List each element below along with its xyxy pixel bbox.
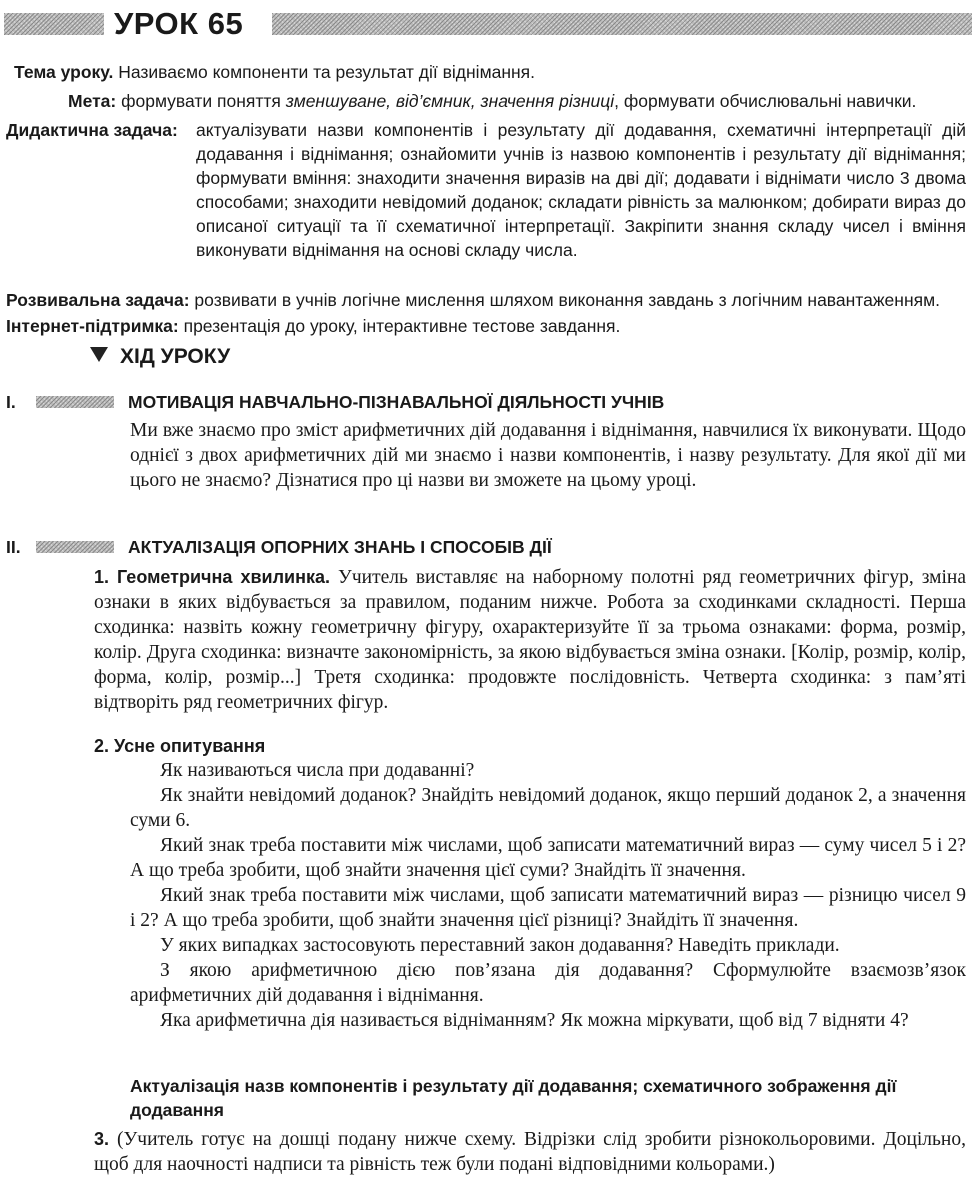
question-item: Який знак треба поставити між числами, щоб записати математичний вираз — різницю чисел 9 і 2? А що треба зробити, щоб знайти значення цієї різниці? Знайдіть її значення. (130, 885, 966, 931)
internet-label: Інтернет-підтримка: (6, 316, 179, 336)
didactic-text: актуалізувати назви компонентів і результату дії додавання, схематичні інтерпретації дій додавання і віднімання; ознайомити учнів із назвою компонентів і результату дії віднімання; формувати вміння: знаходити значення виразів на дві дії; додавати і віднімати число 3 двома способами; знаходити невідомий доданок; складати рівність за малюнком; добирати вираз до описаної ситуації та її схематичної інтерпретації. Закріпити знання складу чисел і вміння виконувати віднімання на основі складу числа. (196, 120, 966, 260)
section1-decoration (36, 396, 114, 408)
section2-title: АКТУАЛІЗАЦІЯ ОПОРНИХ ЗНАНЬ І СПОСОБІВ ДІЇ (128, 537, 552, 557)
lesson-title-bar (4, 6, 972, 42)
title-decoration-right (272, 13, 972, 35)
item2-number: 2. (94, 736, 110, 756)
goal-text-post: , формувати обчислювальні навички. (614, 91, 917, 111)
triangle-down-icon (90, 347, 108, 362)
item1 (94, 565, 966, 715)
item2-questions (130, 758, 966, 1033)
item1-number: 1. (94, 567, 110, 587)
lesson-title: УРОК 65 (114, 6, 244, 41)
developmental-row (6, 288, 971, 312)
question-item: З якою арифметичною дією пов’язана дія додавання? Сформулюйте взаємозв’язок арифметичних дій додавання і віднімання. (130, 960, 966, 1006)
question-item: Яка арифметична дія називається відніманням? Як можна міркувати, щоб від 7 відняти 4? (160, 1010, 909, 1031)
section1-number: I. (6, 392, 16, 412)
section2-heading (6, 537, 966, 559)
topic-label: Тема уроку. (14, 62, 114, 82)
item1-text: Учитель виставляє на наборному полотні ряд геометричних фігур, зміна ознаки в яких відбувається за правилом, поданим нижче. Робота за сходинками складності. Перша сходинка: назвіть кожну геометричну фігуру, охарактеризуйте її за трьома ознаками: форма, розмір, колір. Друга сходинка: визначте закономірність, за якою відбувається зміна ознаки. [Колір, розмір, колір, форма, колір, розмір...] Третя сходинка: продовжте послідовність. Четверта сходинка: з пам’яті відтворіть ряд геометричних фігур. (94, 567, 967, 713)
course-heading-text: ХІД УРОКУ (120, 345, 231, 368)
section2-decoration (36, 541, 114, 553)
item3 (94, 1127, 966, 1177)
goal-row (68, 89, 916, 113)
course-heading (90, 345, 230, 369)
goal-label: Мета: (68, 91, 117, 111)
section1-title: МОТИВАЦІЯ НАВЧАЛЬНО-ПІЗНАВАЛЬНОЇ ДІЯЛЬНОСТІ УЧНІВ (128, 392, 665, 412)
actualization-subheading: Актуалізація назв компонентів і результату дії додавання; схематичного зображення дії додавання (130, 1076, 897, 1120)
internet-text: презентація до уроку, інтерактивне тестове завдання. (183, 316, 621, 336)
section1-heading (6, 392, 966, 414)
topic-row (14, 60, 535, 84)
developmental-text: розвивати в учнів логічне мислення шляхом виконання завдань з логічним навантаженням. (194, 290, 940, 310)
goal-text-pre: формувати поняття (121, 91, 286, 111)
item2-title: Усне опитування (114, 736, 266, 756)
item3-number: 3. (94, 1129, 110, 1149)
didactic-label-row (6, 118, 178, 142)
item1-bold-title: Геометрична хвилинка. (117, 567, 331, 587)
section2-number: II. (6, 537, 21, 557)
developmental-label: Розвивальна задача: (6, 290, 190, 310)
section1-text: Ми вже знаємо про зміст арифметичних дій додавання і віднімання, навчилися їх виконувати. Щодо однієї з двох арифметичних дій ми знаємо і назви компонентів, і назву результату. Для якої дії ми цього не знаємо? Дізнатися про ці назви ви зможете на цьому уроці. (130, 420, 966, 491)
question-item: Як знайти невідомий доданок? Знайдіть невідомий доданок, якщо перший доданок 2, а значення суми 6. (130, 785, 966, 831)
question-item: Як називаються числа при додаванні? (160, 760, 475, 781)
question-item: У яких випадках застосовують переставний закон додавання? Наведіть приклади. (160, 935, 840, 956)
didactic-label: Дидактична задача: (6, 120, 178, 140)
topic-text: Називаємо компоненти та результат дії віднімання. (118, 62, 535, 82)
item2-heading (94, 736, 265, 757)
title-decoration-left (4, 13, 104, 35)
goal-text-italic: зменшуване, від’ємник, значення різниці (285, 91, 615, 111)
item3-text: (Учитель готує на дошці подану нижче схему. Відрізки слід зробити різнокольоровими. Доцільно, щоб для наочності надписи та рівність теж були подані відповідними кольорами.) (94, 1129, 966, 1175)
question-item: Який знак треба поставити між числами, щоб записати математичний вираз — суму чисел 5 і 2? А що треба зробити, щоб знайти значення цієї суми? Знайдіть її значення. (130, 835, 966, 881)
internet-row (6, 314, 620, 338)
